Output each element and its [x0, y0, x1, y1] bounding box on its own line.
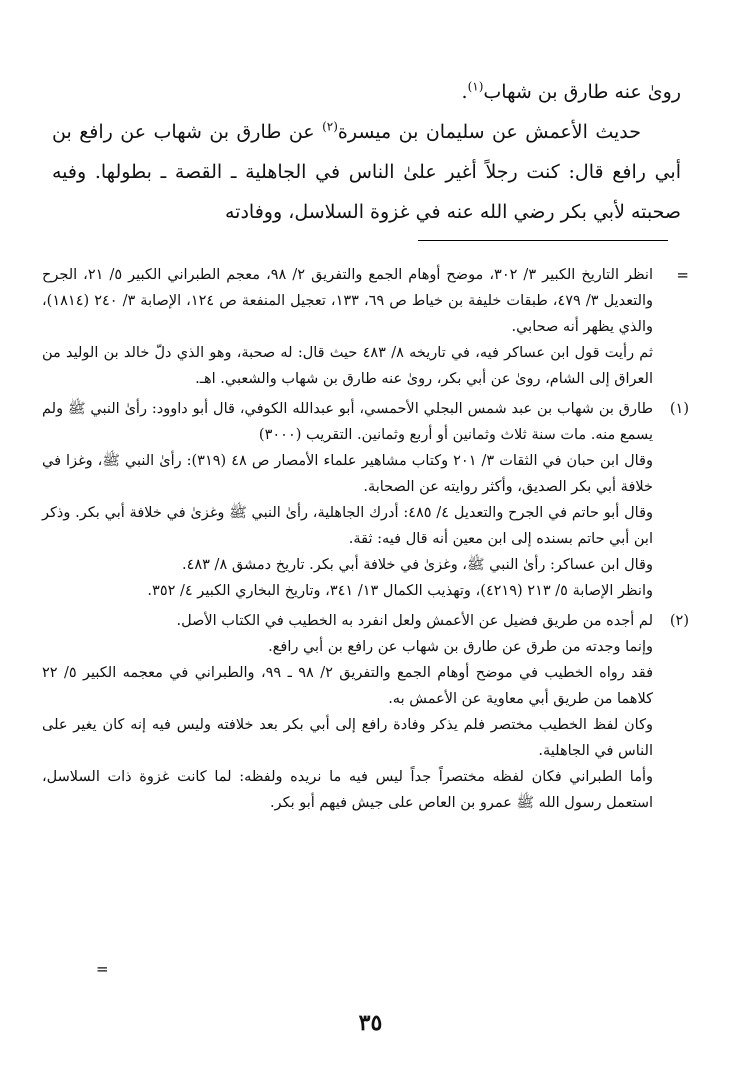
footnote-1-line: وانظر الإصابة ٥/ ٢١٣ (٤٢١٩)، وتهذيب الكمال ١٣/ ٣٤١، وتاريخ البخاري الكبير ٤/ ٣٥٢.: [147, 583, 653, 599]
footnote-1-line: وقال أبو حاتم في الجرح والتعديل ٤/ ٤٨٥: أدرك الجاهلية، رأىٰ النبي ﷺ وغزىٰ في خلافة أبي بكر. وذكر ابن أبي حاتم بسنده إلى ابن معين أنه قال فيه: ثقة.: [42, 505, 653, 547]
continuation-mark: =: [676, 266, 689, 284]
main-line-1-end: .: [461, 81, 468, 103]
footnote-2-number: (٢): [669, 613, 689, 629]
footnote-2-line: فقد رواه الخطيب في موضح أوهام الجمع والتفريق ٢/ ٩٨ ـ ٩٩، والطبراني في معجمه الكبير ٥/ ٢٢ كلاهما من طريق أبي معاوية عن الأعمش به.: [42, 665, 654, 707]
main-text: [52, 72, 681, 232]
footnote-1-line: طارق بن شهاب بن عبد شمس البجلي الأحمسي، أبو عبدالله الكوفي، قال أبو داوود: رأىٰ النبي ﷺ ولم يسمع منه. مات سنة ثلاث وثمانين أو أربع وثمانين. التقريب (٣٠٠٠): [42, 401, 653, 443]
main-paragraph-2-start: حديث الأعمش عن سليمان بن ميسرة: [337, 121, 641, 143]
footnote-2-line: وأما الطبراني فكان لفظه مختصراً جداً ليس فيه ما نريده ولفظه: لما كانت غزوة ذات السلاسل، استعمل رسول الله ﷺ عمرو بن العاص على جيش فيهم أبو بكر.: [42, 769, 653, 811]
footnote-2-line: وكان لفظ الخطيب مختصر فلم يذكر وفادة رافع إلى أبي بكر بعد خلافته وليس فيه إنه كان يغير على الناس في الجاهلية.: [42, 717, 653, 759]
footnote-1-line: وقال ابن عساكر: رأىٰ النبي ﷺ، وغزىٰ في خلافة أبي بكر. تاريخ دمشق ٨/ ٤٨٣.: [181, 557, 653, 573]
main-paragraph-2-rest: عن طارق بن شهاب عن رافع بن أبي رافع قال: كنت رجلاً أغير علىٰ الناس في الجاهلية ـ القصة ـ بطولها. وفيه صحبته لأبي بكر رضي الله عنه في غزوة السلاسل، ووفادته: [52, 121, 681, 223]
page-number: ٣٥: [358, 1010, 383, 1036]
footnote-2: [42, 608, 689, 816]
footnote-separator: [418, 240, 668, 241]
footnote-2-line: لم أجده من طريق فضيل عن الأعمش ولعل انفرد به الخطيب في الكتاب الأصل.: [176, 613, 653, 629]
footnote-1-line: وقال ابن حبان في الثقات ٣/ ٢٠١ وكتاب مشاهير علماء الأمصار ص ٤٨ (٣١٩): رأىٰ النبي ﷺ، وغزا في خلافة أبي بكر الصديق، وأكثر روايته عن الصحابة.: [42, 453, 653, 495]
continued-mark: =: [96, 960, 109, 978]
continuation-line: انظر التاريخ الكبير ٣/ ٣٠٢، موضح أوهام الجمع والتفريق ٢/ ٩٨، معجم الطبراني الكبير ٥/ ٢١، الجرح والتعديل ٣/ ٤٧٩، طبقات خليفة بن خياط ص ٦٩، ١٣٣، تعجيل المنفعة ص ١٢٤، الإصابة ٣/ ٢٤٠ (١٨١٤)، والذي يظهر أنه صحابي.: [42, 267, 654, 335]
main-line-1: [52, 72, 681, 112]
main-line-1-text: رویٰ عنه طارق بن شهاب: [483, 81, 681, 103]
main-paragraph-2: [52, 112, 681, 232]
continuation-line: ثم رأيت قول ابن عساكر فيه، في تاريخه ٨/ ٤٨٣ حيث قال: له صحبة، وهو الذي دلّ خالد بن الوليد من العراق إلى الشام، روىٰ عن أبي بكر، روىٰ عنه طارق بن شهاب والشعبي. اهـ.: [42, 345, 653, 387]
footnote-ref-1[interactable]: (١): [467, 79, 484, 94]
footnotes: [42, 262, 689, 820]
footnote-2-line: وإنما وجدته من طرق عن طارق بن شهاب عن رافع بن أبي رافع.: [268, 639, 653, 655]
footnote-1-number: (١): [669, 401, 689, 417]
footnote-continuation: [42, 262, 689, 392]
footnote-1: [42, 396, 689, 604]
footnote-ref-2[interactable]: (٢): [322, 119, 338, 134]
